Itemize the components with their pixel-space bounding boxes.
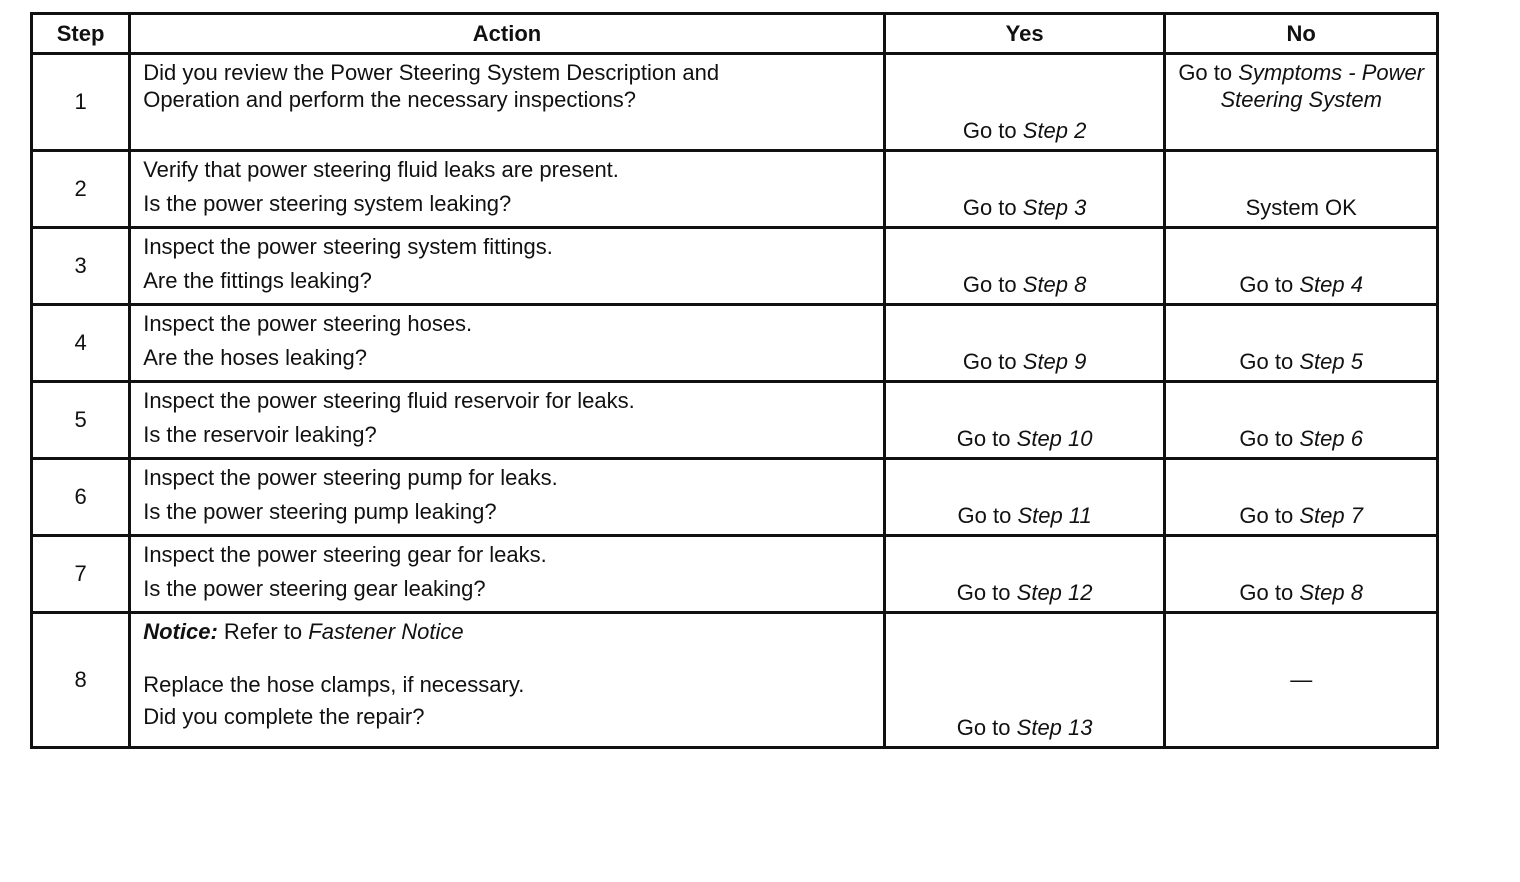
action-text: Are the hoses leaking?: [143, 345, 368, 370]
no-step-link: Step 6: [1299, 426, 1363, 451]
no-cell: [1165, 151, 1438, 228]
table-row: [32, 151, 1438, 228]
yes-step-link: Step 3: [1022, 195, 1087, 220]
no-cell: [1165, 54, 1438, 151]
step-number: 3: [32, 228, 130, 305]
action-text: Inspect the power steering gear for leaks.: [143, 542, 547, 567]
action-text: Is the power steering gear leaking?: [143, 576, 486, 601]
yes-cell: [884, 613, 1165, 748]
yes-step-link: Step 10: [1016, 426, 1093, 451]
yes-prefix: Go to: [962, 195, 1017, 220]
no-text: System OK: [1245, 195, 1357, 220]
table-row: [32, 459, 1438, 536]
yes-step-link: Step 11: [1017, 503, 1092, 528]
table-row: [32, 536, 1438, 613]
yes-cell: [884, 228, 1165, 305]
yes-prefix: Go to: [962, 118, 1017, 143]
action-text: Is the reservoir leaking?: [143, 422, 377, 447]
yes-step-link: Step 12: [1016, 580, 1093, 605]
step-number: 1: [32, 54, 130, 151]
action-text: Replace the hose clamps, if necessary.: [143, 672, 525, 697]
no-step-link: Step 4: [1299, 272, 1363, 297]
action-text: Is the power steering system leaking?: [143, 191, 512, 216]
step-number: 7: [32, 536, 130, 613]
action-cell: [130, 305, 885, 382]
notice-text: Refer to: [223, 619, 303, 644]
action-cell: [130, 228, 885, 305]
no-prefix: Go to: [1239, 272, 1294, 297]
yes-cell: [884, 459, 1165, 536]
no-cell: [1165, 459, 1438, 536]
action-text: Is the power steering pump leaking?: [143, 499, 497, 524]
yes-prefix: Go to: [962, 349, 1017, 374]
no-step-link: Step 8: [1299, 580, 1363, 605]
no-prefix: Go to: [1239, 580, 1294, 605]
action-text: Inspect the power steering hoses.: [143, 311, 473, 336]
yes-cell: [884, 54, 1165, 151]
action-text: Verify that power steering fluid leaks are present.: [143, 157, 619, 182]
fastener-notice-link: Fastener Notice: [308, 619, 464, 644]
action-text: Did you review the Power Steering System Description and: [143, 60, 720, 85]
table-row: [32, 613, 1438, 748]
action-cell: [130, 54, 885, 151]
notice-label: Notice:: [143, 619, 218, 644]
no-cell: [1165, 382, 1438, 459]
action-cell: [130, 459, 885, 536]
no-symptoms-link: Symptoms - Power Steering System: [1220, 60, 1425, 112]
header-step: Step: [32, 14, 130, 54]
yes-step-link: Step 2: [1022, 118, 1087, 143]
no-prefix: Go to: [1178, 60, 1233, 85]
yes-cell: [884, 305, 1165, 382]
no-dash: —: [1290, 667, 1313, 692]
step-number: 2: [32, 151, 130, 228]
action-text: Inspect the power steering system fittings.: [143, 234, 553, 259]
no-cell: [1165, 536, 1438, 613]
table-row: [32, 305, 1438, 382]
action-cell: [130, 382, 885, 459]
yes-step-link: Step 8: [1022, 272, 1087, 297]
action-text: Inspect the power steering pump for leaks.: [143, 465, 558, 490]
yes-step-link: Step 13: [1016, 715, 1093, 740]
step-number: 5: [32, 382, 130, 459]
table-row: [32, 382, 1438, 459]
step-number: 8: [32, 613, 130, 748]
no-cell: [1165, 613, 1438, 748]
action-cell: [130, 151, 885, 228]
yes-prefix: Go to: [956, 426, 1011, 451]
no-step-link: Step 5: [1299, 349, 1363, 374]
yes-prefix: Go to: [957, 503, 1012, 528]
yes-prefix: Go to: [956, 580, 1011, 605]
yes-prefix: Go to: [962, 272, 1017, 297]
header-row: [32, 14, 1438, 54]
header-action: Action: [130, 14, 885, 54]
table-row: [32, 228, 1438, 305]
spacer: [143, 645, 873, 671]
action-text: Are the fittings leaking?: [143, 268, 372, 293]
notice-line: [143, 618, 873, 645]
yes-cell: [884, 151, 1165, 228]
header-no: No: [1165, 14, 1438, 54]
action-text: Did you complete the repair?: [143, 704, 425, 729]
header-yes: Yes: [884, 14, 1165, 54]
diagnostic-table: [30, 12, 1439, 749]
action-cell: [130, 536, 885, 613]
step-number: 4: [32, 305, 130, 382]
no-prefix: Go to: [1239, 349, 1294, 374]
action-text: Inspect the power steering fluid reservoir for leaks.: [143, 388, 635, 413]
step-number: 6: [32, 459, 130, 536]
no-cell: [1165, 228, 1438, 305]
yes-cell: [884, 536, 1165, 613]
no-cell: [1165, 305, 1438, 382]
no-step-link: Step 7: [1299, 503, 1363, 528]
yes-step-link: Step 9: [1022, 349, 1087, 374]
table-row: [32, 54, 1438, 151]
action-text: Operation and perform the necessary inspections?: [143, 87, 637, 112]
no-prefix: Go to: [1239, 426, 1294, 451]
no-prefix: Go to: [1239, 503, 1294, 528]
action-cell: [130, 613, 885, 748]
yes-cell: [884, 382, 1165, 459]
yes-prefix: Go to: [956, 715, 1011, 740]
